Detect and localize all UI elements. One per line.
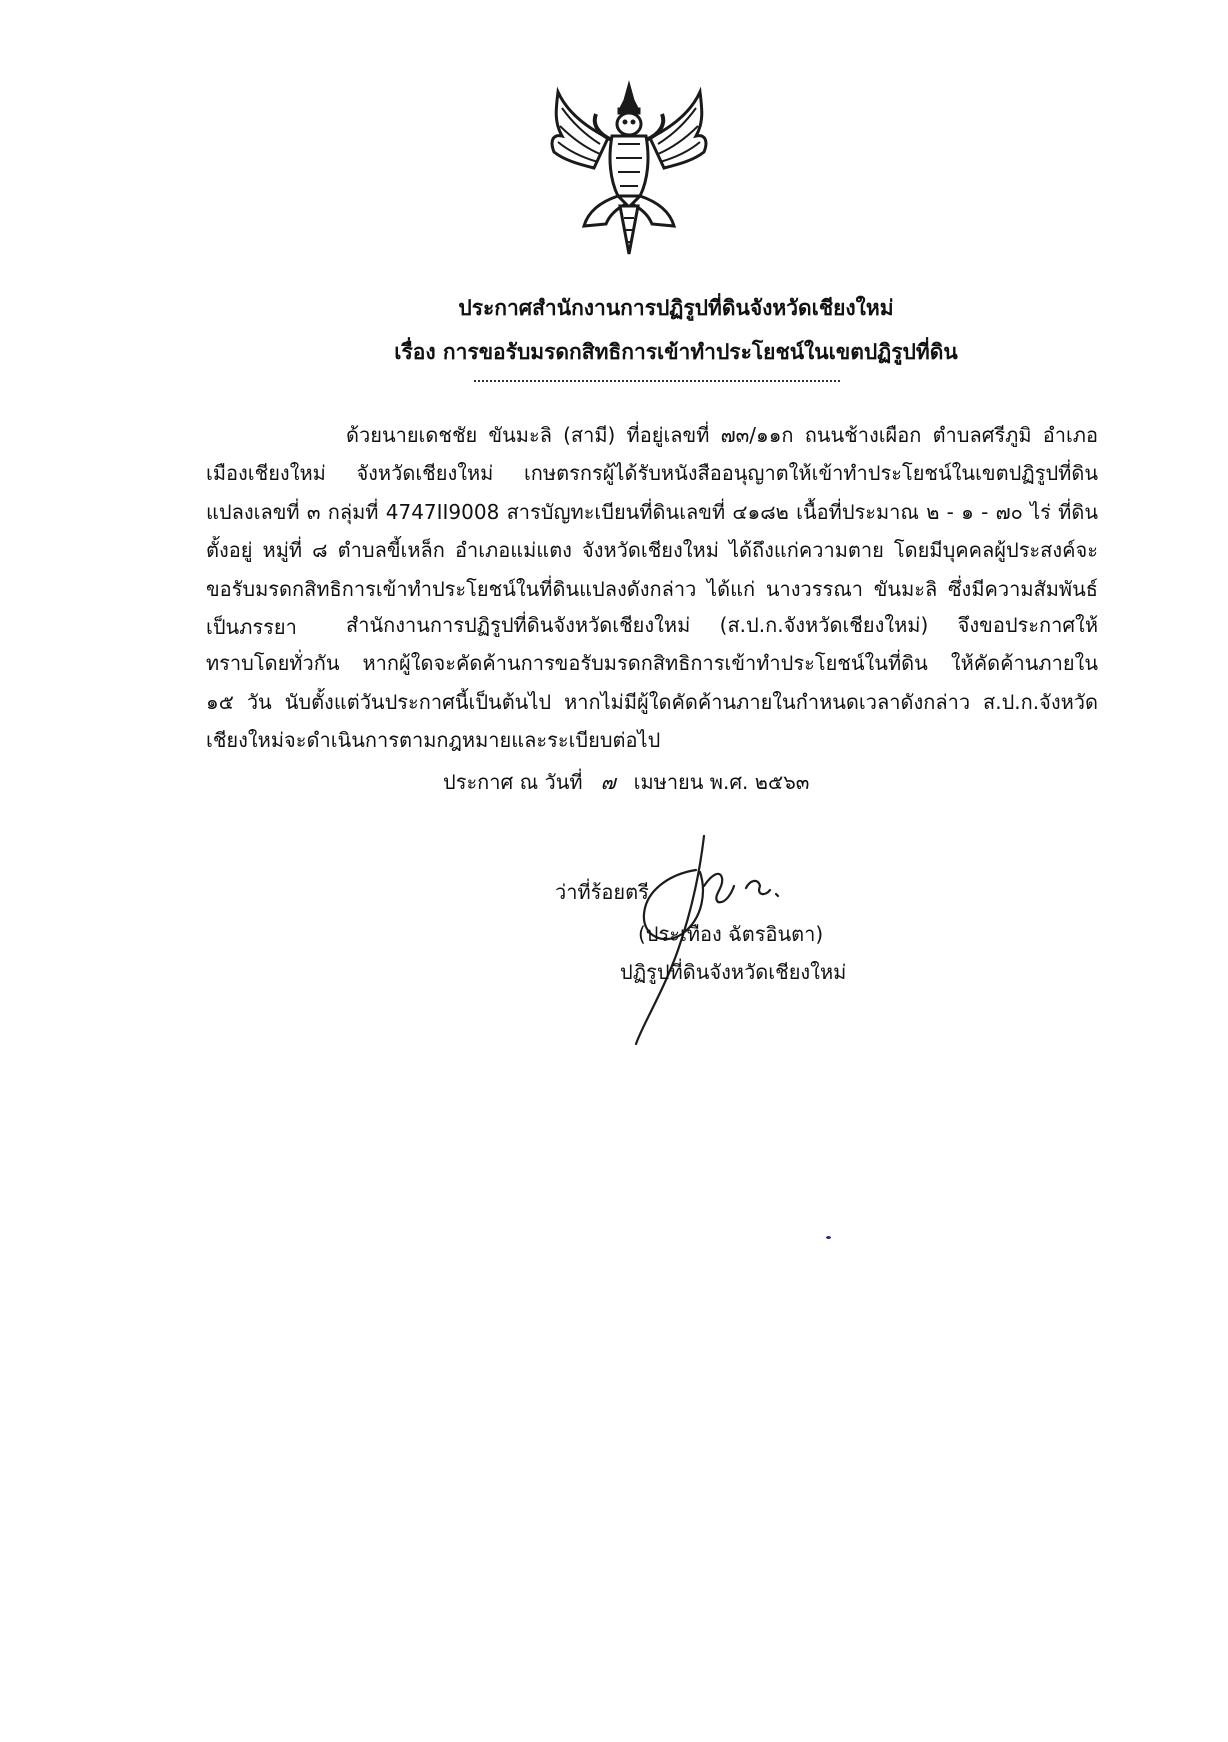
date-day: ๗ <box>600 770 616 794</box>
announcement-subject: เรื่อง การขอรับมรดกสิทธิการเข้าทำประโยชน์ในเขตปฏิรูปที่ดิน <box>394 340 958 364</box>
body-paragraph-2: สำนักงานการปฏิรูปที่ดินจังหวัดเชียงใหม่ (ส.ป.ก.จังหวัดเชียงใหม่) จึงขอประกาศให้ทราบโดยทั่วกัน หากผู้ใดจะคัดค้านการขอรับมรดกสิทธิการเข้าทำประโยชน์ในที่ดิน ให้คัดค้านภายใน ๑๕ วัน นับตั้งแต่วันประกาศนี้เป็นต้นไป หากไม่มีผู้ใดคัดค้านภายในกำหนดเวลาดังกล่าว ส.ป.ก.จังหวัดเชียงใหม่จะดำเนินการตามกฎหมายและระเบียบต่อไป <box>206 613 1098 753</box>
signer-name: (ประเทือง ฉัตรอินตา) <box>638 922 824 946</box>
announcement-date <box>443 766 809 798</box>
scan-speck <box>826 1236 831 1239</box>
date-month-year: เมษายน พ.ศ. ๒๕๖๓ <box>633 770 810 794</box>
body-paragraph-1: ด้วยนายเดชชัย ขันมะลิ (สามี) ที่อยู่เลขที่ ๗๓/๑๑ก ถนนช้างเผือก ตำบลศรีภูมิ อำเภอเมืองเชียงใหม่ จังหวัดเชียงใหม่ เกษตรกรผู้ได้รับหนังสืออนุญาตให้เข้าทำประโยชน์ในเขตปฏิรูปที่ดิน แปลงเลขที่ ๓ กลุ่มที่ 4747II9008 สารบัญทะเบียนที่ดินเลขที่ ๔๑๘๒ เนื้อที่ประมาณ ๒ - ๑ - ๗๐ ไร่ ที่ดินตั้งอยู่ หมู่ที่ ๘ ตำบลขี้เหล็ก อำเภอแม่แตง จังหวัดเชียงใหม่ ได้ถึงแก่ความตาย โดยมีบุคคลผู้ประสงค์จะขอรับมรดกสิทธิการเข้าทำประโยชน์ในที่ดินแปลงดังกล่าว ได้แก่ นางวรรณา ขันมะลิ ซึ่งมีความสัมพันธ์เป็นภรรยา <box>206 423 1098 640</box>
dotted-separator <box>474 380 840 382</box>
announcement-title: ประกาศสำนักงานการปฏิรูปที่ดินจังหวัดเชียงใหม่ <box>458 296 894 320</box>
signer-position: ปฏิรูปที่ดินจังหวัดเชียงใหม่ <box>620 960 847 984</box>
date-prefix: ประกาศ ณ วันที่ <box>443 770 583 794</box>
signer-rank: ว่าที่ร้อยตรี <box>555 880 649 904</box>
garuda-emblem-icon <box>548 78 710 256</box>
